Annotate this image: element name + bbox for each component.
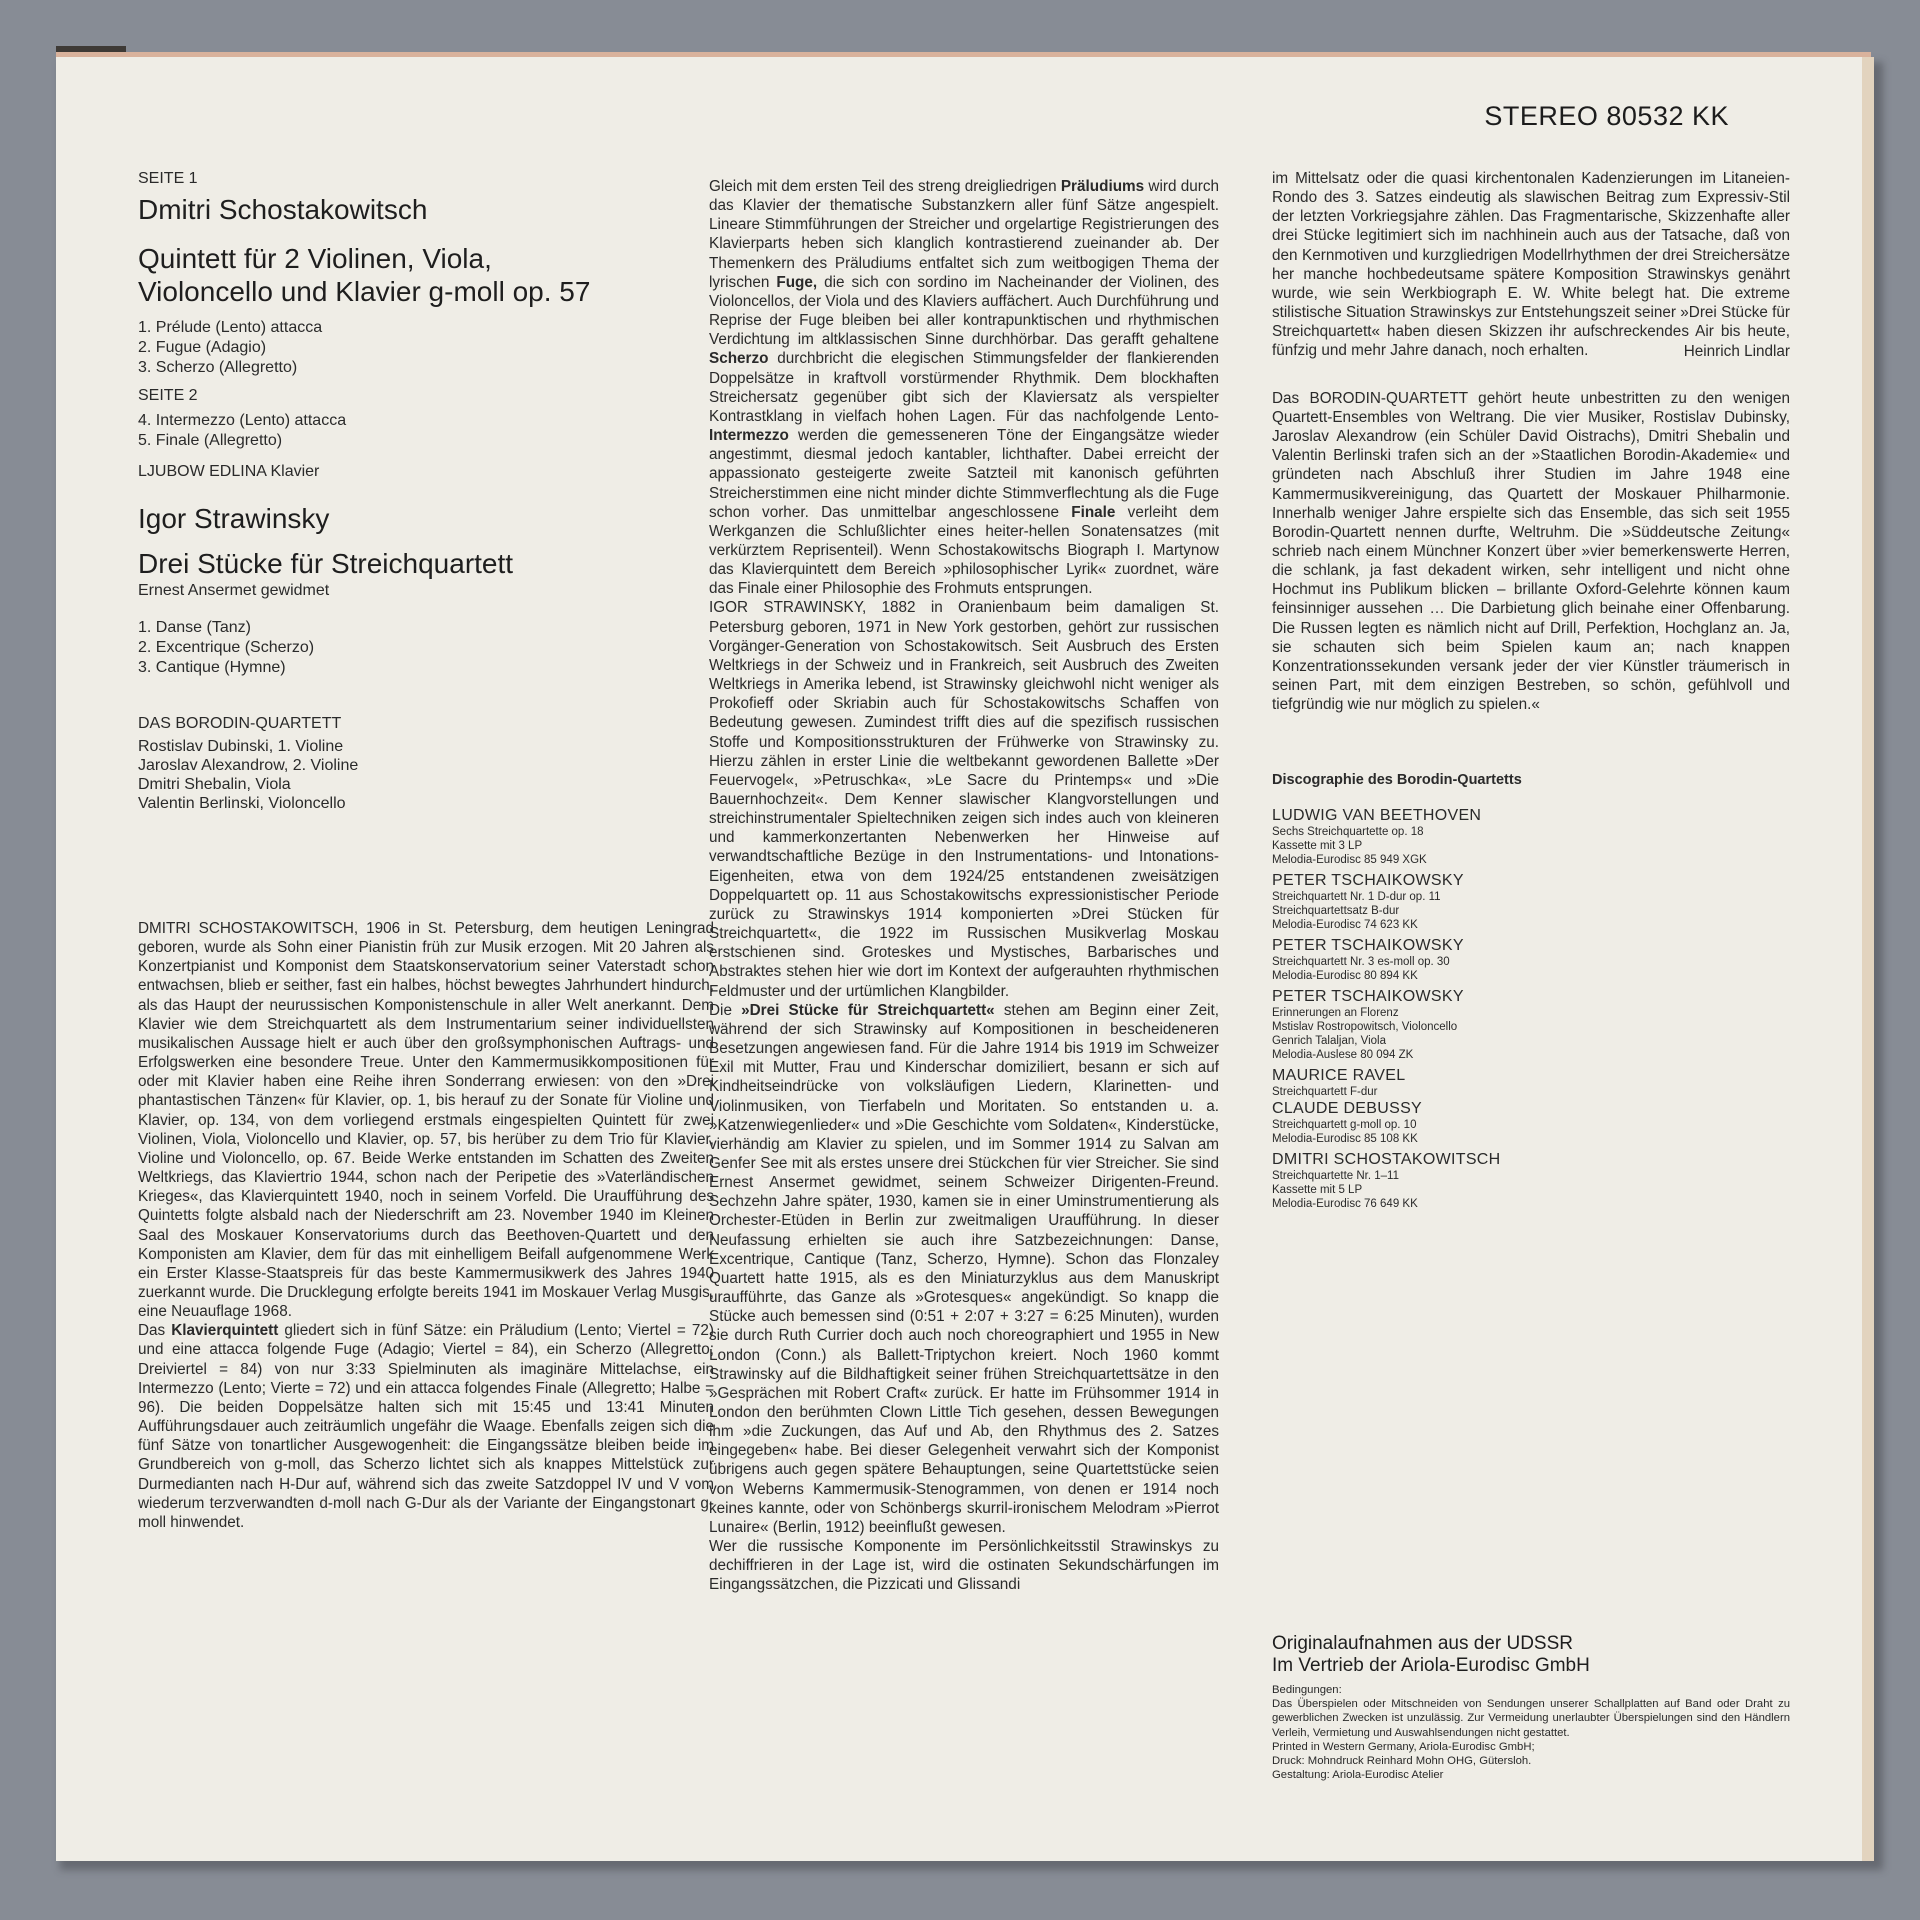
- discography-composer: PETER TSCHAIKOWSKY: [1272, 872, 1464, 890]
- member-item: Jaroslav Alexandrow, 2. Violine: [138, 757, 359, 774]
- discography-detail: Genrich Talaljan, Viola: [1272, 1035, 1387, 1048]
- discography-detail: Melodia-Eurodisc 85 949 XGK: [1272, 854, 1427, 867]
- essay-borodin-quartett: Das BORODIN-QUARTETT gehört heute unbestritten zu den wenigen Quartett-Ensembles von Weltrang. Die vier Musiker, Rostislav Dubinsky, Jaroslav Alexandrow (ein Schüler David Oistrachs), Dmitri Shebalin und Valentin Berlinski trafen sich an der »Staatlichen Borodin-Akademie« und gründeten nach Abschluß ihrer Studien im Jahre 1948 eine Kammermusikvereinigung, das Quartett der Moskauer Philharmonie. Innerhalb weniger Jahre erspielte sich das Ensemble, das sich seit 1955 Borodin-Quartett nennen durfte, Weltruhm. Die »Süddeutsche Zeitung« schrieb nach einem Münchner Konzert über »vier bemerkenswerte Herren, die schlank, ja fast dekadent wirken, sehr intelligent und nicht ohne Hochmut ins Publikum blicken – brillante Oxford-Gelehrte können kaum feinsinniger aussehen … Die Darbietung glich beinahe einer Offenbarung. Die Russen legten es nämlich nicht auf Drill, Perfektion, Hochglanz an. Ja, sie schauten sich beim Spielen kaum an; nach knappen Konzentrationssekunden versank jeder der vier Künstler träumerisch in seinen Part, mit dem einzigen Bestreben, so schön, gefühlvoll und tiefgründig wie nur möglich zu spielen.«: [1272, 389, 1790, 714]
- work-title-line: Quintett für 2 Violinen, Viola,: [138, 243, 492, 274]
- work-title-line: Violoncello und Klavier g-moll op. 57: [138, 276, 591, 307]
- gestaltung-line: Gestaltung: Ariola-Eurodisc Atelier: [1272, 1769, 1444, 1782]
- track-item: 2. Fugue (Adagio): [138, 339, 267, 356]
- column-2: [709, 177, 1219, 1595]
- member-item: Dmitri Shebalin, Viola: [138, 776, 291, 793]
- column-1: [138, 170, 715, 1532]
- essay-quintet-movements: Gleich mit dem ersten Teil des streng dreigliedrigen Präludiums wird durch das Klavier der thematische Substanzkern aller fünf Sätze angespielt. Lineare Stimmführungen der Streicher und orgelartige Registrierungen des Klavierparts heben sich klanglich kontrastierend zueinander ab. Der Themenkern des Präludiums entfaltet sich zum weitbogigen Thema der lyrischen Fuge, die sich con sordino im Nacheinander der Violinen, des Violoncellos, der Viola und des Klaviers auffächert. Auch Durchführung und Reprise der Fuge bleiben bei aller kontrapunktischen und rhythmischen Verdichtung im altklassischen Sinne durchhörbar. Das gerafft gehaltene Scherzo durchbricht die elegischen Stimmungsfelder der flankierenden Doppelsätze in kraftvoll vorstürmender Rhythmik. Dem blockhaften Streichersatz gegenüber gibt sich der Klaviersatz als verspielter Kontrastklang in vielfach hohen Lagen. Für das nachfolgende Lento-Intermezzo werden die gemesseneren Töne der Eingangsätze wieder angestimmt, diesmal jedoch kantabler, lichthafter. Dabei erreicht der appassionato gesteigerte zweite Satzteil mit kanonisch geführten Streicherstimmen eine nicht minder dichte Stimmverflechtung als die Fuge schon vorher. Das unmittelbar angeschlossene Finale verleiht dem Werkganzen die Schlußlichter eines heiter-hellen Sonatensatzes (mit verkürztem Reprisenteil). Wenn Schostakowitschs Biograph I. Martynow das Klavierquintett dem Bereich »philosophischer Lyrik« zuordnet, wäre das Finale einer Philosophie des Frohmuts entsprungen.: [709, 178, 1219, 598]
- discography-detail: Melodia-Eurodisc 76 649 KK: [1272, 1198, 1418, 1211]
- discography-composer: LUDWIG VAN BEETHOVEN: [1272, 807, 1482, 825]
- discography-composer: DMITRI SCHOSTAKOWITSCH: [1272, 1151, 1501, 1169]
- side-2-label: SEITE 2: [138, 387, 198, 404]
- discography-detail: Mstislav Rostropowitsch, Violoncello: [1272, 1021, 1458, 1034]
- track-item: 1. Danse (Tanz): [138, 619, 251, 636]
- member-item: Rostislav Dubinski, 1. Violine: [138, 738, 344, 755]
- origin-line: Originalaufnahmen aus der UDSSR: [1272, 1633, 1573, 1654]
- discography-detail: Streichquartett g-moll op. 10: [1272, 1119, 1417, 1132]
- track-list-strawinsky: [138, 618, 658, 678]
- ensemble-members: [138, 737, 658, 813]
- discography-detail: Melodia-Auslese 80 094 ZK: [1272, 1049, 1414, 1062]
- conditions-title: Bedingungen:: [1272, 1684, 1342, 1696]
- discography-detail: Streichquartett Nr. 3 es-moll op. 30: [1272, 956, 1450, 969]
- ensemble-name: DAS BORODIN-QUARTETT: [138, 715, 342, 732]
- track-item: 3. Cantique (Hymne): [138, 659, 286, 676]
- discography-composer: CLAUDE DEBUSSY: [1272, 1100, 1423, 1118]
- druck-line: Druck: Mohndruck Reinhard Mohn OHG, Gütersloh.: [1272, 1755, 1532, 1768]
- track-item: 3. Scherzo (Allegretto): [138, 359, 298, 376]
- essay-conclusion: im Mittelsatz oder die quasi kirchentonalen Kadenzierungen im Litaneien-Rondo des 3. Satzes eindeutig als slawischen Beitrag zum Expressiv-Stil der letzten Vorkriegsjahre zählen. Das Fragmentarische, Skizzenhafte aller drei Stücke legitimiert sich im nachhinein auch aus der Tatsache, daß von den Kernmotiven und kurzgliedrigen Modellrhythmen der drei Streichersätze her manche hochbedeutsame spätere Komposition Strawinskys genährt wurde, wie sein Werkbiograph E. W. White belegt hat. Die extreme stilistische Situation Strawinskys zur Entstehungszeit seiner »Drei Stücke für Streichquartett« haben diesen Skizzen ihr aufschreckendes Air bis heute, fünfzig und mehr Jahre danach, noch erhalten.: [1272, 170, 1790, 360]
- track-list-side-2: [138, 411, 658, 451]
- printed-line: Printed in Western Germany, Ariola-Eurodisc GmbH;: [1272, 1740, 1535, 1753]
- discography-entry: [1272, 871, 1790, 932]
- discography-list: [1272, 806, 1790, 1211]
- discography-detail: Erinnerungen an Florenz: [1272, 1007, 1399, 1020]
- composer-schostakowitsch: Dmitri Schostakowitsch: [138, 194, 428, 225]
- discography-entry: [1272, 1099, 1790, 1146]
- essay-drei-stuecke: Die »Drei Stücke für Streichquartett« stehen am Beginn einer Zeit, während der sich Strawinsky auf Kompositionen in bescheideneren Besetzungen angewiesen fand. Für die Jahre 1914 bis 1919 im Schweizer Exil mit Mutter, Frau und Kinderschar domiziliert, besann er sich auf Kindheitseindrücke von volksläufigen Liedern, Klarinetten- und Violinmusiken, von Tierfabeln und Moritaten. So entstanden u. a. »Katzenwiegenlieder« und »Die Geschichte vom Soldaten«, Kinderstücke, vierhändig am Klavier zu spielen, und im Sommer 1914 zu Salvan am Genfer See mit als erstes unsere drei Stückchen für vier Streicher. Sie sind Ernest Ansermet gewidmet, seinem Schweizer Dirigenten-Freund. Sechzehn Jahre später, 1930, kamen sie in einer Uminstrumentierung als Orchester-Etüden in Berlin zur zweitmaligen Uraufführung. In dieser Neufassung erhielten sie auch ihre Satzbezeichnungen: Danse, Excentrique, Cantique (Tanz, Scherzo, Hymne). Schon das Flonzaley Quartett hatte 1915, als es den Miniaturzyklus aus dem Manuskript uraufführte, das Ganze als »Grotesques« angekündigt. So knapp die Stücke auch bemessen sind (0:51 + 2:07 + 3:27 = 6:25 Minuten), wurden sie durch Ruth Currier doch auch noch choreographiert und 1955 in New London (Conn.) als Ballett-Triptychon kreiert. Noch 1960 kommt Strawinsky auf die Bildhaftigkeit seiner frühen Streichquartettsätze in den »Gesprächen mit Robert Craft« zurück. Er hatte im Frühsommer 1914 in London den berühmten Clown Little Tich gesehen, dessen Bewegungen ihm »die Zuckungen, das Auf und Ab, den Rhythmus des 2. Satzes eingegeben« habe. Bei dieser Gelegenheit verwahrt sich der Komponist übrigens auch gegen spätere Behauptungen, seine Quartettstücke seien von Weberns Kammermusik-Stenogrammen, von denen er 1914 noch keines kannte, oder von Schönbergs skurril-ironischem Melodram »Pierrot Lunaire« (Berlin, 1912) beeinflußt gewesen.: [709, 1001, 1220, 1536]
- discography-detail: Streichquartette Nr. 1–11: [1272, 1170, 1399, 1183]
- essay-author: Heinrich Lindlar: [1683, 342, 1790, 360]
- discography-entry: [1272, 1150, 1790, 1211]
- member-item: Valentin Berlinski, Violoncello: [138, 795, 346, 812]
- discography-detail: Streichquartett F-dur: [1272, 1086, 1378, 1099]
- discography-entry: [1272, 1066, 1790, 1099]
- discography-detail: Kassette mit 3 LP: [1272, 840, 1363, 853]
- track-item: 1. Prélude (Lento) attacca: [138, 319, 323, 336]
- discography-composer: MAURICE RAVEL: [1272, 1067, 1406, 1085]
- pianist-credit: LJUBOW EDLINA Klavier: [138, 463, 320, 480]
- discography-title: Discographie des Borodin-Quartetts: [1272, 772, 1522, 789]
- discography-entry: [1272, 806, 1790, 867]
- discography-detail: Streichquartett Nr. 1 D-dur op. 11: [1272, 891, 1441, 904]
- side-1-label: SEITE 1: [138, 170, 198, 187]
- imprint-block: [1272, 1633, 1790, 1782]
- work-title-drei-stuecke: Drei Stücke für Streichquartett: [138, 548, 514, 579]
- dedication: Ernest Ansermet gewidmet: [138, 582, 330, 599]
- work-title-quintet: [138, 242, 658, 308]
- catalog-number: STEREO 80532 KK: [1484, 101, 1729, 131]
- sleeve-right-edge: [1862, 57, 1874, 1861]
- column-3: [1272, 169, 1790, 1782]
- essay-strawinsky-bio: IGOR STRAWINSKY, 1882 in Oranienbaum beim damaligen St. Petersburg geboren, 1971 in New York gestorben, gehört zur russischen Vorgänger-Generation von Schostakowitsch. Seit Ausbruch des Ersten Weltkriegs in der Schweiz und in Frankreich, seit Ausbruch des Zweiten Weltkriegs in Amerika lebend, ist Strawinsky gleichwohl nicht weniger als Prokofieff oder Skriabin auch für Schostakowitschs Schaffen von Bedeutung gewesen. Zumindest trifft dies auf die spezifisch russischen Stoffe und Kompositionsstrukturen der Frühwerke von Strawinsky zu. Hierzu zählen in erster Linie die weltbekannt gewordenen Ballette »Der Feuervogel«, »Petruschka«, »Le Sacre du Printemps« und »Die Bauernhochzeit«. Dem Kenner slawischer Klangvorstellungen und streichinstrumentaler Spieltechniken zeigen sich indes auch von kleineren und kammerkonzertanten Nebenwerken her Hinweise auf verwandtschaftliche Bezüge in den Instrumentations- und Intonations-Eigenheiten, etwa von dem 1924/25 entstandenen zweisätzigen Doppelquartett op. 11 aus Schostakowitschs expressionistischer Periode zurück zu Strawinskys 1914 komponierten »Drei Stücken für Streichquartett«, die 1922 im Russischen Musikverlag Moskau erstschienen sind. Groteskes und Mystisches, Barbarisches und Abstraktes stehen hier wie dort im Kontext der aufgerauhten rhythmischen Feldmuster und der urtümlichen Klangbilder.: [709, 599, 1219, 1000]
- track-item: 5. Finale (Allegretto): [138, 432, 283, 449]
- conditions-text: Das Überspielen oder Mitschneiden von Sendungen unserer Schallplatten auf Band oder Draht zu gewerblichen Zwecken ist unzulässig. Zur Vermeidung unerlaubter Überspielungen sind den Händlern Verleih, Vermietung und Auswahlsendungen nicht gestattet.: [1272, 1698, 1790, 1739]
- discography-detail: Melodia-Eurodisc 74 623 KK: [1272, 919, 1418, 932]
- discography-composer: PETER TSCHAIKOWSKY: [1272, 988, 1464, 1006]
- discography-entry: [1272, 987, 1790, 1062]
- composer-strawinsky: Igor Strawinsky: [138, 503, 330, 534]
- distribution-line: Im Vertrieb der Ariola-Eurodisc GmbH: [1272, 1655, 1590, 1676]
- essay-schostakowitsch-bio: DMITRI SCHOSTAKOWITSCH, 1906 in St. Petersburg, dem heutigen Leningrad geboren, wurde als Sohn einer Pianistin früh zur Musik erzogen. Mit 20 Jahren als Konzertpianist und Komponist dem Staatskonservatorium seiner Vaterstadt schon entwachsen, blieb er seither, fast ein halbes, höchst bewegtes Jahrhundert hindurch, als das Haupt der neurussischen Komponistenschule in aller Welt anerkannt. Dem Klavier wie dem Streichquartett als dem Instrumentarium seiner individuellsten musikalischen Aussage hielt er auch über den großsymphonischen Auftrags- und Erfolgswerken eine besondere Treue. Unter den Kammermusikkompositionen für oder mit Klavier haben eine Reihe ihren Sonderrang erwiesen: von den »Drei phantastischen Tänzen« für Klavier, op. 1, bis herauf zu der Sonate für Violine und Klavier, op. 134, von dem vorliegend erstmals eingespielten Quintett für zwei Violinen, Viola, Violoncello und Klavier, op. 57, bis herüber zu dem Trio für Klavier, Violine und Violoncello, op. 67. Beide Werke entstanden im Schatten des Zweiten Weltkriegs, das Klaviertrio 1944, schon nach der Peripetie des »Vaterländischen Krieges«, das Klavierquintett 1940, noch in seinem Vorfeld. Die Uraufführung des Quintetts folgte alsbald nach der Niederschrift am 23. November 1940 im Kleinen Saal des Moskauer Konservatoriums durch das Beethoven-Quartett und den Komponisten am Klavier, dem für das mit einhelligem Beifall aufgenommene Werk ein Erster Klasse-Staatspreis für das beste Kammermusikwerk des Jahres 1940 zuerkannt wurde. Die Drucklegung erfolgte bereits 1941 im Moskauer Verlag Musgis, eine Neuauflage 1968.: [138, 920, 714, 1321]
- track-list-side-1: [138, 318, 658, 378]
- discography-composer: PETER TSCHAIKOWSKY: [1272, 937, 1464, 955]
- record-sleeve-back: [56, 57, 1871, 1861]
- discography-detail: Sechs Streichquartette op. 18: [1272, 826, 1424, 839]
- track-item: 2. Excentrique (Scherzo): [138, 639, 315, 656]
- track-item: 4. Intermezzo (Lento) attacca: [138, 412, 347, 429]
- discography-detail: Streichquartettsatz B-dur: [1272, 905, 1400, 918]
- essay-quintet-analysis: Das Klavierquintett gliedert sich in fünf Sätze: ein Präludium (Lento; Viertel = 72) und eine attacca folgende Fuge (Adagio; Viertel = 84), ein Scherzo (Allegretto; Dreiviertel = 84) von nur 3:33 Spielminuten als imaginäre Mittelachse, ein Intermezzo (Lento; Vierte = 72) und ein attacca folgendes Finale (Allegretto; Halbe = 96). Die beiden Doppelsätze halten sich mit 15:45 und 13:41 Minuten Aufführungsdauer auch zeiträumlich ungefähr die Waage. Ebenfalls zeigen sich die fünf Sätze von tonartlicher Ausgewogenheit: die Eingangssätze bleiben beide im Grundbereich von g-moll, das Scherzo lichtet sich als knappes Mittelstück zur Durmedianten nach H-Dur auf, während sich das zweite Satzdoppel IV und V vom wiederum terzverwandten d-moll nach G-Dur als der Variante der Eingangstonart g-moll hinwendet.: [138, 1322, 715, 1531]
- discography-entry: [1272, 936, 1790, 983]
- discography-detail: Kassette mit 5 LP: [1272, 1184, 1363, 1197]
- discography-detail: Melodia-Eurodisc 85 108 KK: [1272, 1133, 1418, 1146]
- essay-russian-component: Wer die russische Komponente im Persönlichkeitsstil Strawinskys zu dechiffrieren in der Lage ist, wird die ostinaten Sekundschärfungen im Eingangssätzchen, die Pizzicati und Glissandi: [709, 1538, 1219, 1594]
- discography-detail: Melodia-Eurodisc 80 894 KK: [1272, 970, 1418, 983]
